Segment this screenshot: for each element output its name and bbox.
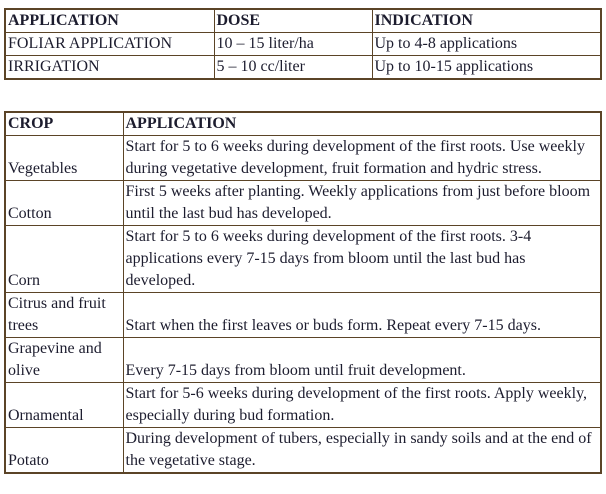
cell-crop: Citrus and fruit trees [5,293,123,338]
table-row [5,428,601,474]
cell-application-schedule: During development of tubers, especially in sandy soils and at the end of the vegetative stage. [123,428,601,474]
cell-crop: Ornamental [5,383,123,428]
dose-table-header-application: APPLICATION [5,9,214,33]
crop-table-header-application: APPLICATION [123,112,601,136]
table-row [5,136,601,181]
cell-application-schedule: Start when the first leaves or buds form. Repeat every 7-15 days. [123,293,601,338]
dose-table-header-row [5,9,601,33]
cell-application-schedule: Start for 5-6 weeks during development of the first roots. Apply weekly, especially during bud formation. [123,383,601,428]
table-row [5,33,601,56]
cell-application-method: IRRIGATION [5,56,214,80]
table-row [5,383,601,428]
crop-table-header-row [5,112,601,136]
cell-application-schedule: First 5 weeks after planting. Weekly applications from just before bloom until the last bud has developed. [123,181,601,226]
crop-table [4,111,602,474]
cell-crop: Vegetables [5,136,123,181]
cell-dose: 5 – 10 cc/liter [214,56,372,80]
table-row [5,226,601,293]
cell-application-schedule: Every 7-15 days from bloom until fruit development. [123,338,601,383]
table-row [5,338,601,383]
cell-indication: Up to 4-8 applications [372,33,601,56]
dose-table-header-dose: DOSE [214,9,372,33]
cell-dose: 10 – 15 liter/ha [214,33,372,56]
cell-crop: Potato [5,428,123,474]
cell-crop: Grapevine and olive [5,338,123,383]
cell-application-schedule: Start for 5 to 6 weeks during development of the first roots. Use weekly during vegetative development, fruit formation and hydric stress. [123,136,601,181]
dose-table-header-indication: INDICATION [372,9,601,33]
table-row [5,181,601,226]
table-row [5,56,601,80]
dose-table [4,8,602,80]
cell-crop: Corn [5,226,123,293]
cell-crop: Cotton [5,181,123,226]
crop-table-header-crop: CROP [5,112,123,136]
cell-application-schedule: Start for 5 to 6 weeks during development of the first roots. 3-4 applications every 7-15 days from bloom until the last bud has developed. [123,226,601,293]
cell-application-method: FOLIAR APPLICATION [5,33,214,56]
table-row [5,293,601,338]
cell-indication: Up to 10-15 applications [372,56,601,80]
